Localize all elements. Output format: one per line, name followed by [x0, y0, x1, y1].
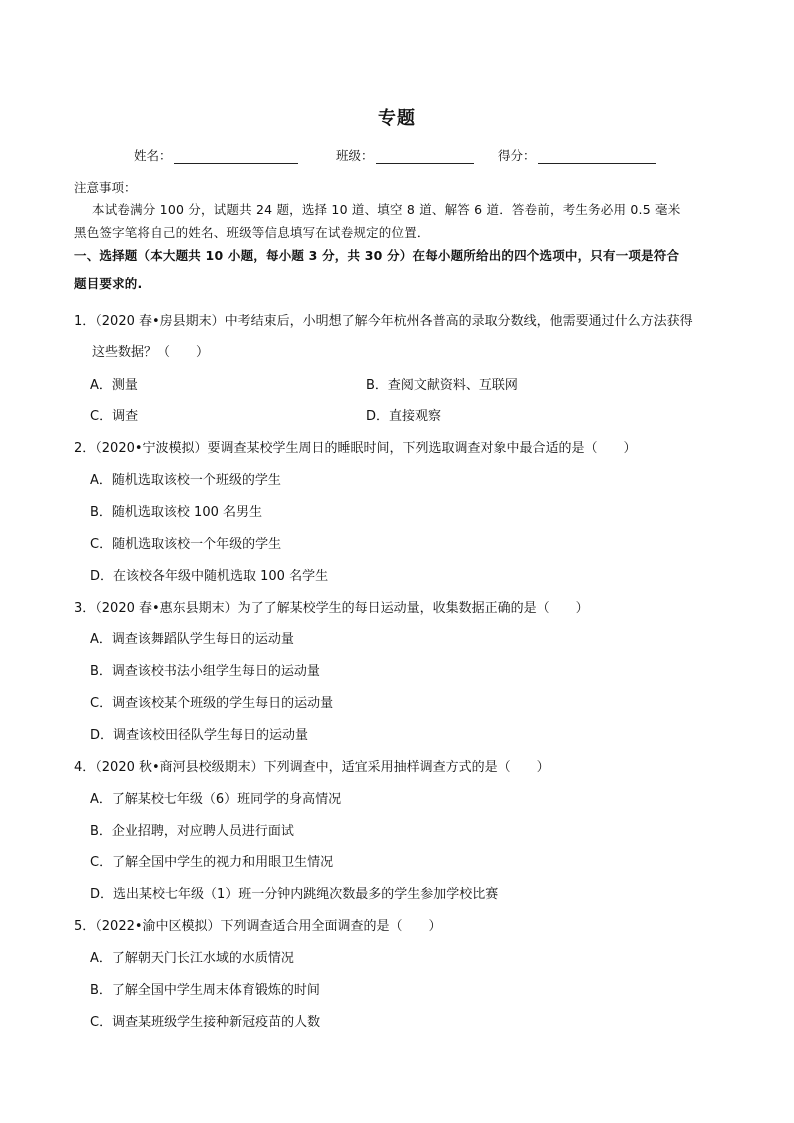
- question-1-stem: 1．（2020 春•房县期末）中考结束后，小明想了解今年杭州各普高的录取分数线，他需要通过什么方法获得: [74, 314, 693, 329]
- class-field[interactable]: [336, 146, 474, 164]
- question-3-option-c[interactable]: C．调查该校某个班级的学生每日的运动量: [90, 696, 334, 711]
- score-label: 得分：: [498, 148, 536, 163]
- question-4-option-b[interactable]: B．企业招聘，对应聘人员进行面试: [90, 824, 294, 839]
- question-2-stem: 2．（2020•宁波模拟）要调查某校学生周日的睡眠时间，下列选取调查对象中最合适的是（ ）: [74, 441, 637, 456]
- question-3-stem: 3．（2020 春•惠东县期末）为了了解某校学生的每日运动量，收集数据正确的是（ ）: [74, 601, 589, 616]
- question-1-option-c[interactable]: C．调查: [90, 409, 139, 424]
- notes-line-1: 本试卷满分 100 分，试题共 24 题，选择 10 道、填空 8 道、解答 6 道．答卷前，考生务必用 0.5 毫米: [92, 202, 681, 217]
- question-2-option-b[interactable]: B．随机选取该校 100 名男生: [90, 505, 262, 520]
- question-3-option-a[interactable]: A．调查该舞蹈队学生每日的运动量: [90, 632, 294, 647]
- question-3-option-d[interactable]: D．调查该校田径队学生每日的运动量: [90, 728, 309, 743]
- question-1-option-d[interactable]: D．直接观察: [366, 409, 442, 424]
- score-field[interactable]: [498, 146, 656, 164]
- question-2-option-a[interactable]: A．随机选取该校一个班级的学生: [90, 473, 281, 488]
- class-label: 班级：: [336, 148, 374, 163]
- question-4-option-a[interactable]: A．了解某校七年级（6）班同学的身高情况: [90, 792, 342, 807]
- score-blank[interactable]: [538, 150, 656, 164]
- question-5-option-c[interactable]: C．调查某班级学生接种新冠疫苗的人数: [90, 1015, 321, 1030]
- question-5-stem: 5．（2022•渝中区模拟）下列调查适合用全面调查的是（ ）: [74, 919, 442, 934]
- question-2-option-d[interactable]: D．在该校各年级中随机选取 100 名学生: [90, 569, 329, 584]
- question-4-option-c[interactable]: C．了解全国中学生的视力和用眼卫生情况: [90, 855, 334, 870]
- section-heading-line-2: 题目要求的.: [74, 276, 143, 291]
- page-title: 专题: [378, 108, 416, 129]
- question-2-option-c[interactable]: C．随机选取该校一个年级的学生: [90, 537, 282, 552]
- notes-title: 注意事项：: [74, 180, 137, 195]
- name-label: 姓名：: [134, 148, 172, 163]
- question-1-option-a[interactable]: A．测量: [90, 378, 138, 393]
- notes-line-2: 黑色签字笔将自己的姓名、班级等信息填写在试卷规定的位置．: [74, 225, 430, 240]
- student-info-row: [0, 146, 794, 164]
- question-3-option-b[interactable]: B．调查该校书法小组学生每日的运动量: [90, 664, 320, 679]
- question-1-stem-cont: 这些数据？（ ）: [92, 345, 210, 360]
- section-heading-line-1: 一、选择题（本大题共 10 小题，每小题 3 分，共 30 分）在每小题所给出的四个选项中，只有一项是符合: [74, 248, 680, 263]
- name-blank[interactable]: [174, 150, 298, 164]
- question-5-option-a[interactable]: A．了解朝天门长江水域的水质情况: [90, 951, 294, 966]
- question-5-option-b[interactable]: B．了解全国中学生周末体育锻炼的时间: [90, 983, 320, 998]
- class-blank[interactable]: [376, 150, 474, 164]
- question-4-stem: 4．（2020 秋•商河县校级期末）下列调查中，适宜采用抽样调查方式的是（ ）: [74, 760, 550, 775]
- question-4-option-d[interactable]: D．选出某校七年级（1）班一分钟内跳绳次数最多的学生参加学校比赛: [90, 887, 499, 902]
- name-field[interactable]: [134, 146, 298, 164]
- question-1-option-b[interactable]: B．查阅文献资料、互联网: [366, 378, 518, 393]
